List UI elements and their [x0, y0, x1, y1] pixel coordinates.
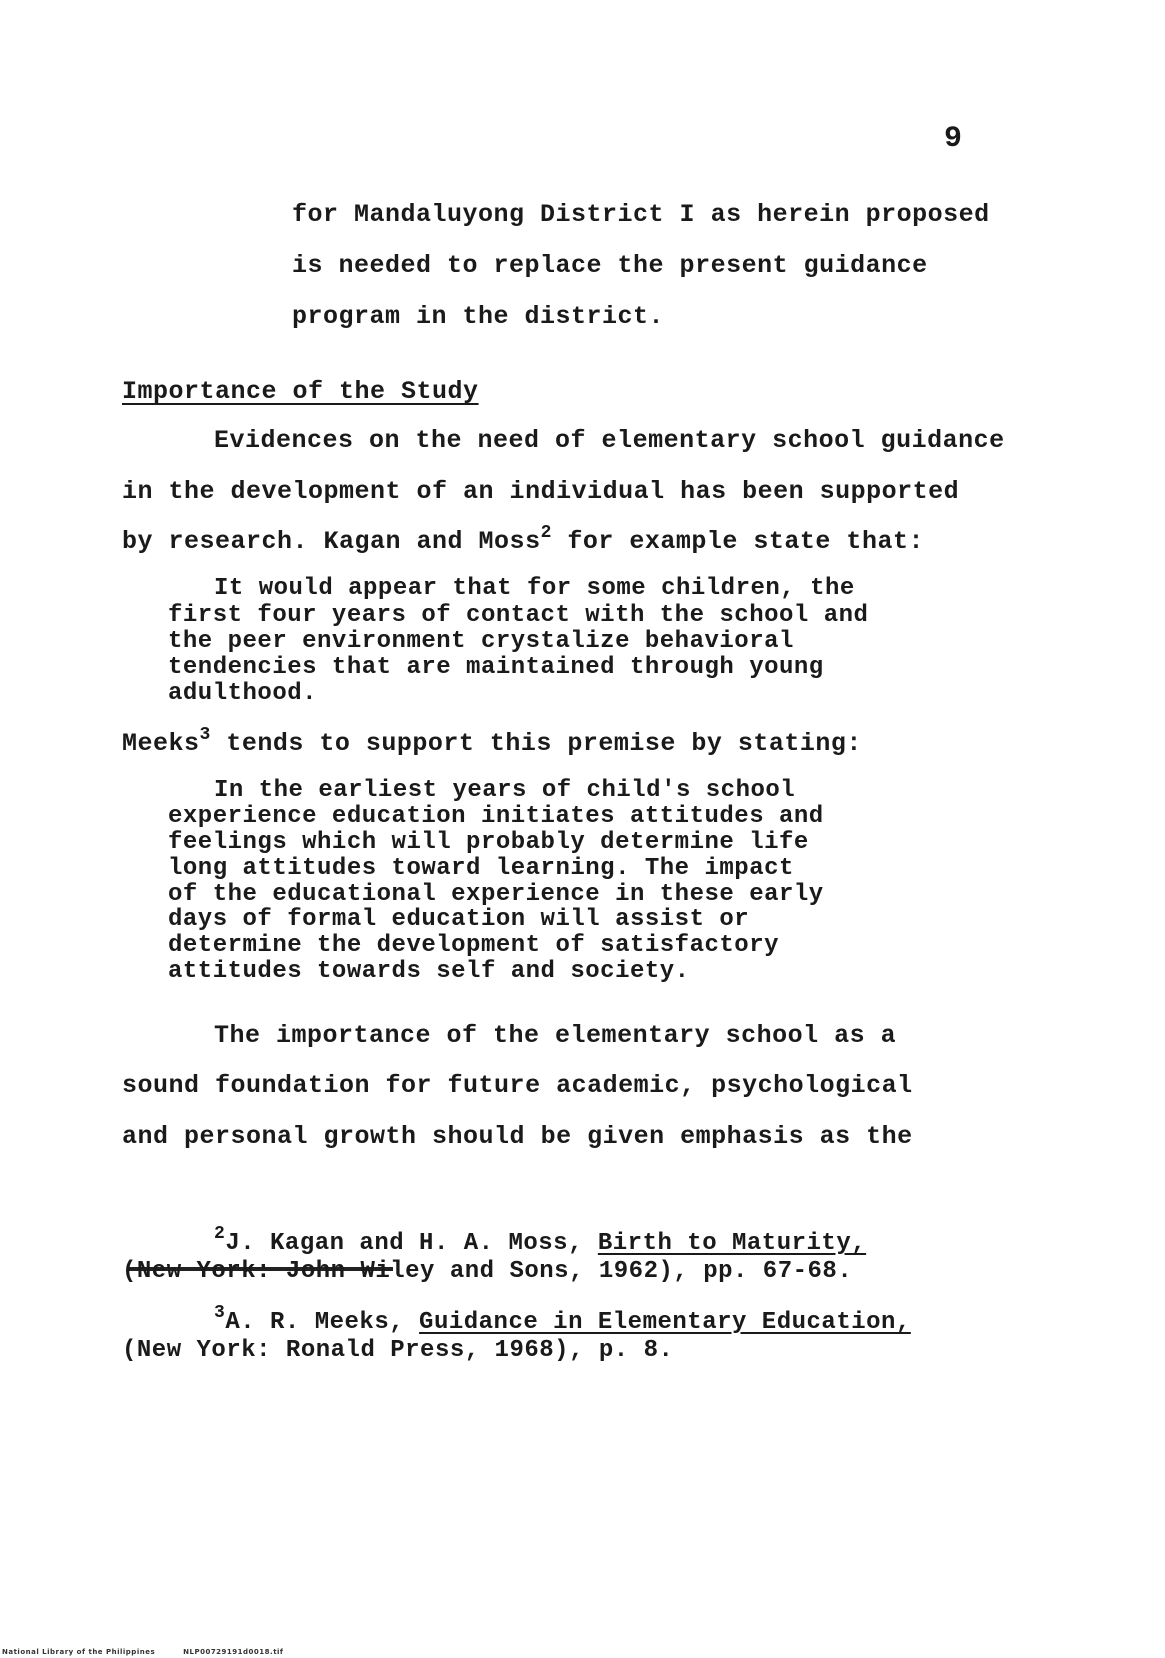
quote1-line1: It would appear that for some children, the	[214, 575, 855, 602]
quote1-line3: the peer environment crystalize behavioral	[168, 628, 794, 655]
opening-line-3: program in the district.	[292, 302, 665, 331]
footnote-ref-3: 3	[199, 725, 211, 745]
paragraph1-line3	[122, 523, 924, 556]
footnote-ref-2: 2	[540, 523, 552, 543]
paragraph2-line3: and personal growth should be given emphasis as the	[122, 1122, 913, 1151]
quote2-line4: long attitudes toward learning. The impact	[168, 855, 794, 882]
meeks-intro-text: tends to support this premise by stating:	[210, 729, 862, 758]
quote1-line5: adulthood.	[168, 680, 318, 707]
footnote-2-line2: (New York: John Wiley and Sons, 1962), pp. 67-68.	[122, 1258, 853, 1285]
paragraph1-line1: Evidences on the need of elementary school guidance	[214, 426, 1005, 455]
scan-footer	[2, 1648, 311, 1656]
footnote-3-line2: (New York: Ronald Press, 1968), p. 8.	[122, 1337, 674, 1364]
quote1-line2: first four years of contact with the school and	[168, 602, 869, 629]
footnote-2-number: 2	[214, 1224, 226, 1244]
opening-line-1: for Mandaluyong District I as herein proposed	[292, 200, 990, 229]
footnote-2-prefix: J. Kagan and H. A. Moss,	[225, 1230, 598, 1257]
page-number: 9	[944, 122, 963, 156]
quote2-line2: experience education initiates attitudes and	[168, 803, 824, 830]
paragraph1-line3-text: by research. Kagan and Moss	[122, 527, 541, 556]
quote2-line6: days of formal education will assist or	[168, 906, 750, 933]
quote1-line4: tendencies that are maintained through young	[168, 654, 824, 681]
footnote-3-prefix: A. R. Meeks,	[225, 1309, 420, 1336]
opening-line-2: is needed to replace the present guidance	[292, 251, 928, 280]
meeks-intro-line	[122, 725, 862, 758]
paragraph1-line2: in the development of an individual has been supported	[122, 477, 960, 506]
footnote-2-line1	[214, 1224, 867, 1257]
paragraph1-line3-tail: for example state that:	[551, 527, 924, 556]
paragraph2-line1: The importance of the elementary school as a	[214, 1021, 897, 1050]
quote2-line8: attitudes towards self and society.	[168, 958, 690, 985]
footer-file-id: NLP00729191d0018.tif	[183, 1648, 284, 1656]
footnote-3-number: 3	[214, 1303, 226, 1323]
quote2-line1: In the earliest years of child's school	[214, 777, 796, 804]
footnote-3-line1	[214, 1303, 911, 1336]
section-heading: Importance of the Study	[122, 377, 479, 406]
footnote-3-title: Guidance in Elementary Education,	[419, 1309, 911, 1336]
footer-library: National Library of the Philippines	[2, 1648, 156, 1656]
quote2-line3: feelings which will probably determine life	[168, 829, 809, 856]
quote2-line5: of the educational experience in these early	[168, 881, 824, 908]
paragraph2-line2: sound foundation for future academic, psychological	[122, 1071, 913, 1100]
footnote-2-title: Birth to Maturity,	[597, 1230, 867, 1257]
meeks-name: Meeks	[122, 729, 200, 758]
quote2-line7: determine the development of satisfactory	[168, 932, 779, 959]
